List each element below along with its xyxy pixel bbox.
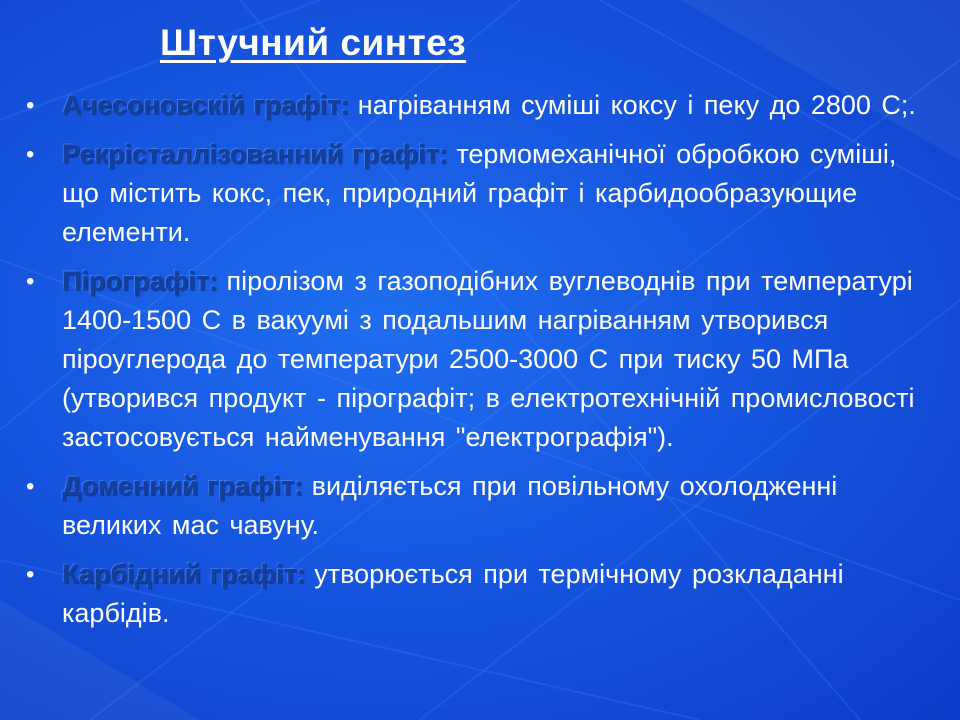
bullet-marker: •: [26, 141, 35, 168]
list-item: [20, 86, 938, 125]
item-text: піролізом з газоподібних вуглеводнів при температурі 1400-1500 С в вакуумі з подальшим нагріванням утворився піроуглерода до температури 2500-3000 С при тиску 50 МПа (утворився продукт - пірографіт; в електротехнічній промисловості застосовується найменування "електрографія").: [62, 266, 915, 452]
slide-title: Штучний синтез: [160, 22, 467, 63]
item-text: виділяється при повільному охолодженні великих мас чавуну.: [62, 471, 838, 540]
list-item: [20, 555, 938, 633]
item-term: Карбідний графіт:: [62, 559, 315, 589]
bullet-marker: •: [26, 561, 35, 588]
item-term: Рекрісталлізованний графіт:: [62, 139, 457, 169]
list-item: [20, 135, 938, 252]
list-item: [20, 467, 938, 545]
bullet-list: [20, 86, 938, 643]
item-text: нагріванням суміші коксу і пеку до 2800 С;.: [357, 90, 916, 120]
bullet-marker: •: [26, 473, 35, 500]
item-text: утворюється при термічному розкладанні карбідів.: [62, 559, 844, 628]
item-term: Пірографіт:: [62, 266, 227, 296]
item-text: термомеханічної обробкою суміші, що містить кокс, пек, природний графіт і карбидообразующие елементи.: [62, 139, 897, 247]
item-term: Доменний графіт:: [62, 471, 312, 501]
bullet-marker: •: [26, 268, 35, 295]
bullet-marker: •: [26, 92, 35, 119]
item-term: Ачесоновскій графіт:: [62, 90, 358, 120]
list-item: [20, 262, 938, 457]
